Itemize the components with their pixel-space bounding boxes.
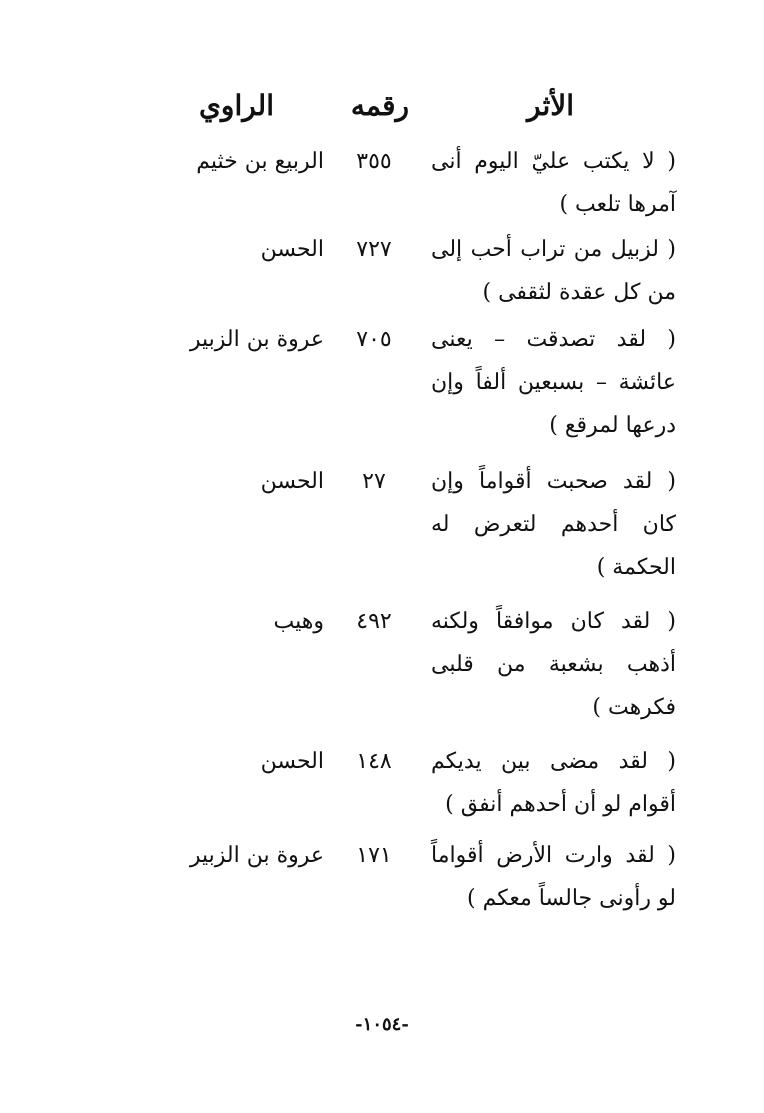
entry-narrator: وهيب [273,609,324,634]
entry-number: ١٧١ [356,843,392,868]
entry-text: ( لا يكتب عليّ اليوم أنى آمرها تلعب ) [431,149,676,217]
entry-number: ٤٩٢ [356,609,392,634]
entry-narrator: الحسن [260,237,324,262]
page-number: -١٠٥٤- [355,1014,409,1035]
list-item [0,834,764,924]
entry-narrator: الحسن [260,749,324,774]
entry-narrator: عروة بن الزبير [189,327,324,352]
entry-number: ١٤٨ [356,749,392,774]
entries-list [0,140,764,924]
entry-text: ( لقد كان موافقاً ولكنه أذهب بشعبة من قلبى فكرهت ) [431,609,676,720]
list-item [0,740,764,834]
entry-text: ( لقد تصدقت – يعنى عائشة – بسبعين ألفاً وإن درعها لمرقع ) [431,327,676,438]
entry-narrator: عروة بن الزبير [189,843,324,868]
list-item [0,318,764,460]
list-item [0,600,764,740]
header-rawi: الراوي [199,89,274,122]
header-athar: الأثر [527,89,574,122]
entry-text: ( لقد صحبت أقواماً وإن كان أحدهم لتعرض له الحكمة ) [431,469,676,580]
entry-text: ( لزبيل من تراب أحب إلى من كل عقدة لثقفى ) [431,237,676,305]
entry-number: ٧٢٧ [356,237,392,262]
entry-narrator: الربيع بن خثيم [196,149,324,174]
header-raqm: رقمه [350,89,409,122]
entry-text: ( لقد وارت الأرض أقواماً لو رأونى جالساً معكم ) [431,843,676,911]
list-item [0,460,764,600]
table-header [0,86,764,126]
entry-number: ٢٧ [362,469,386,494]
entry-narrator: الحسن [260,469,324,494]
list-item [0,228,764,318]
entry-number: ٣٥٥ [356,149,392,174]
entry-number: ٧٠٥ [356,327,392,352]
list-item [0,140,764,228]
entry-text: ( لقد مضى بين يديكم أقوام لو أن أحدهم أنفق ) [431,749,676,817]
